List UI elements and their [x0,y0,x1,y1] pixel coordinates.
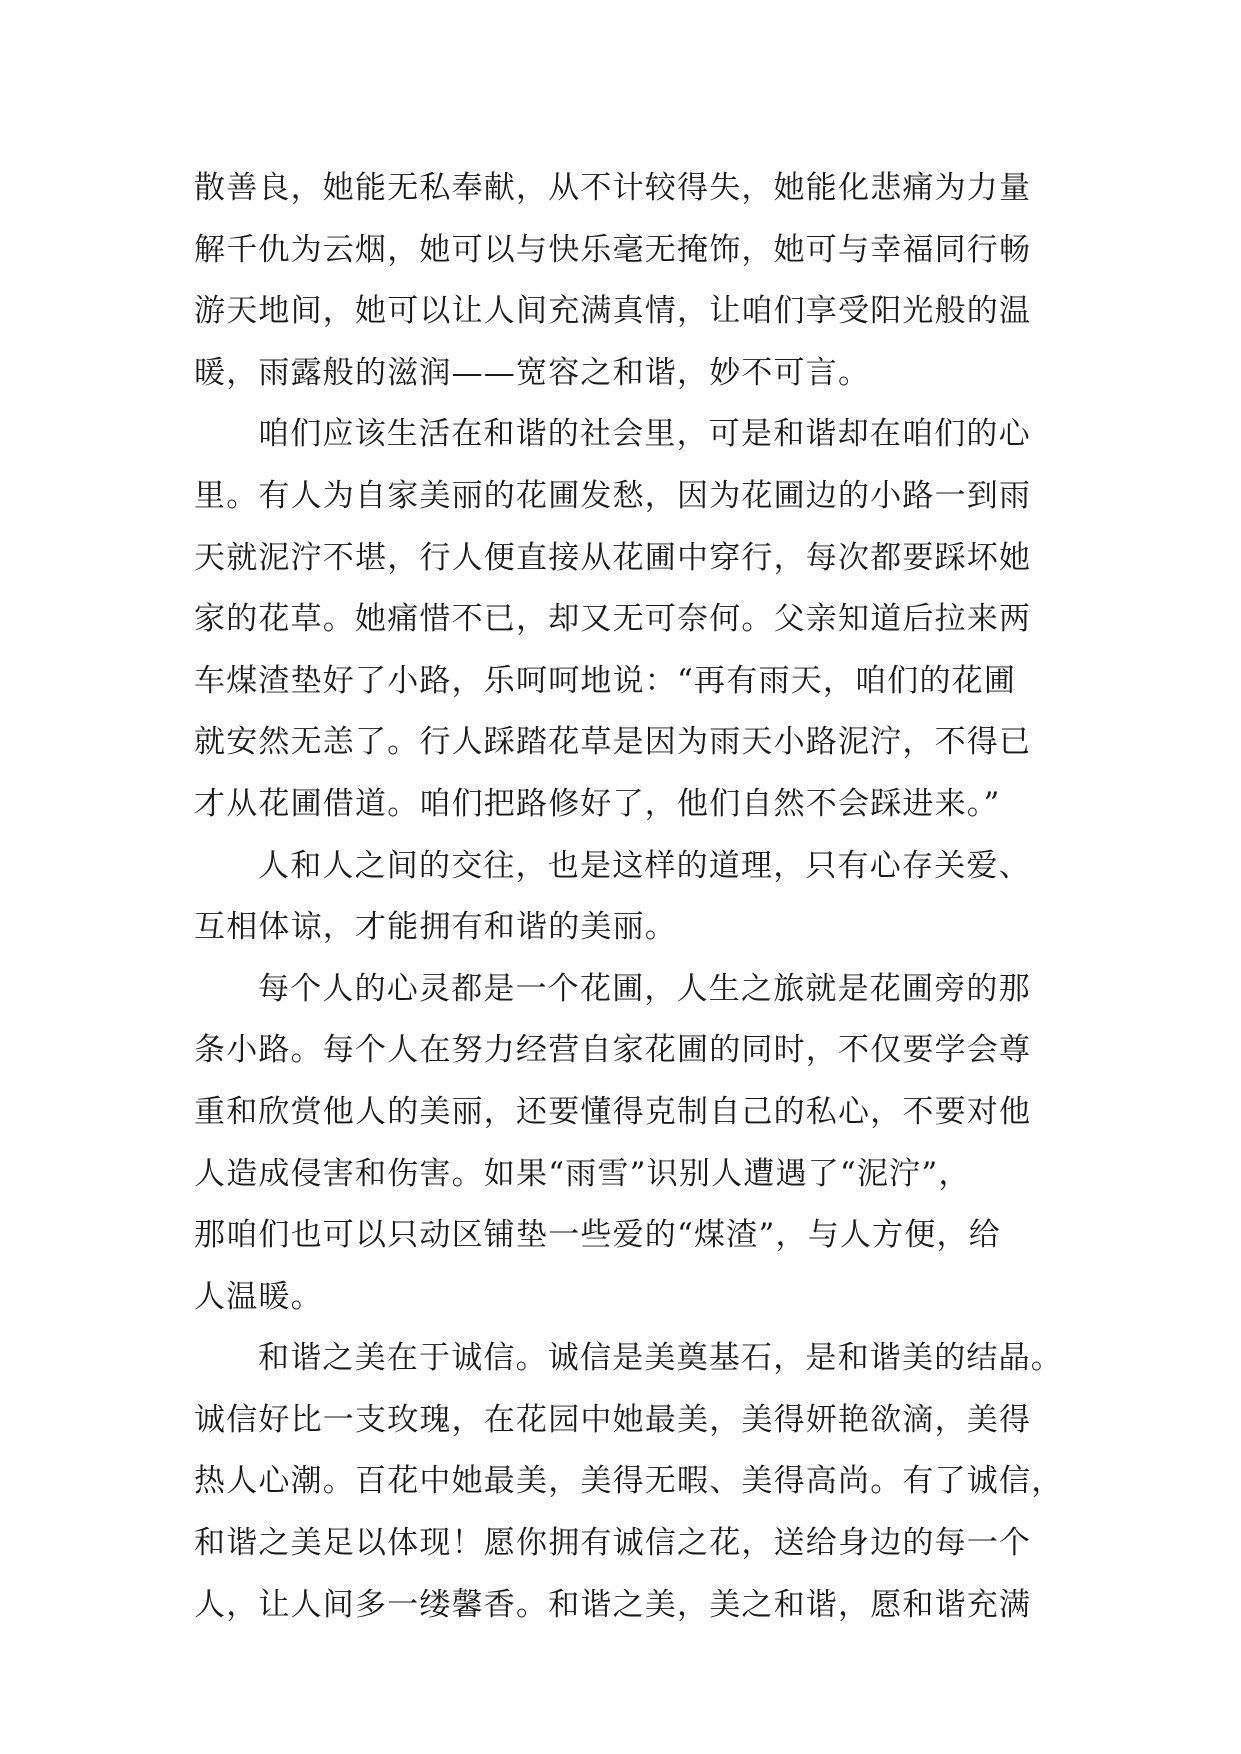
text-line: 热人心潮。百花中她最美，美得无暇、美得高尚。有了诚信， [194,1463,1064,1500]
text-line: 天就泥泞不堪，行人便直接从花圃中穿行，每次都要踩坏她 [194,539,1032,576]
text-line: 解千仇为云烟，她可以与快乐毫无掩饰，她可与幸福同行畅 [194,231,1032,268]
text-line: 才从花圃借道。咱们把路修好了，他们自然不会踩进来。” [194,785,1001,822]
text-line: 家的花草。她痛惜不已，却又无可奈何。父亲知道后拉来两 [194,601,1032,638]
text-line: 条小路。每个人在努力经营自家花圃的同时，不仅要学会尊 [194,1032,1032,1069]
text-line: 和谐之美在于诚信。诚信是美奠基石，是和谐美的结晶。 [258,1340,1063,1377]
text-line: 散善良，她能无私奉献，从不计较得失，她能化悲痛为力量 [194,170,1032,206]
text-line: 游天地间，她可以让人间充满真情，让咱们享受阳光般的温 [194,293,1032,330]
text-line: 车煤渣垫好了小路，乐呵呵地说：“再有雨天，咱们的花圃 [194,662,1017,699]
text-line: 和谐之美足以体现！愿你拥有诚信之花，送给身边的每一个 [194,1525,1032,1562]
text-line: 互相体谅，才能拥有和谐的美丽。 [194,909,677,946]
text-line: 人造成侵害和伤害。如果“雨雪”识别人遭遇了“泥泞”， [194,1155,971,1192]
text-line: 那咱们也可以只动区铺垫一些爱的“煤渣”，与人方便，给 [194,1217,1001,1254]
text-line: 人和人之间的交往，也是这样的道理，只有心存关爱、 [258,847,1031,884]
text-line: 里。有人为自家美丽的花圃发愁，因为花圃边的小路一到雨 [194,477,1032,514]
text-line: 就安然无恙了。行人踩踏花草是因为雨天小路泥泞，不得已 [194,724,1032,761]
text-line: 诚信好比一支玫瑰，在花园中她最美，美得妍艳欲滴，美得 [194,1401,1032,1438]
text-line: 重和欣赏他人的美丽，还要懂得克制自己的私心，不要对他 [194,1093,1032,1130]
text-line: 暖，雨露般的滋润——宽容之和谐，妙不可言。 [194,354,871,391]
text-line: 人，让人间多一缕馨香。和谐之美，美之和谐，愿和谐充满 [194,1586,1032,1623]
text-line: 咱们应该生活在和谐的社会里，可是和谐却在咱们的心 [258,416,1031,453]
text-line: 人温暖。 [194,1278,323,1315]
document-body-text [194,158,1064,1636]
text-line: 每个人的心灵都是一个花圃，人生之旅就是花圃旁的那 [258,970,1031,1007]
